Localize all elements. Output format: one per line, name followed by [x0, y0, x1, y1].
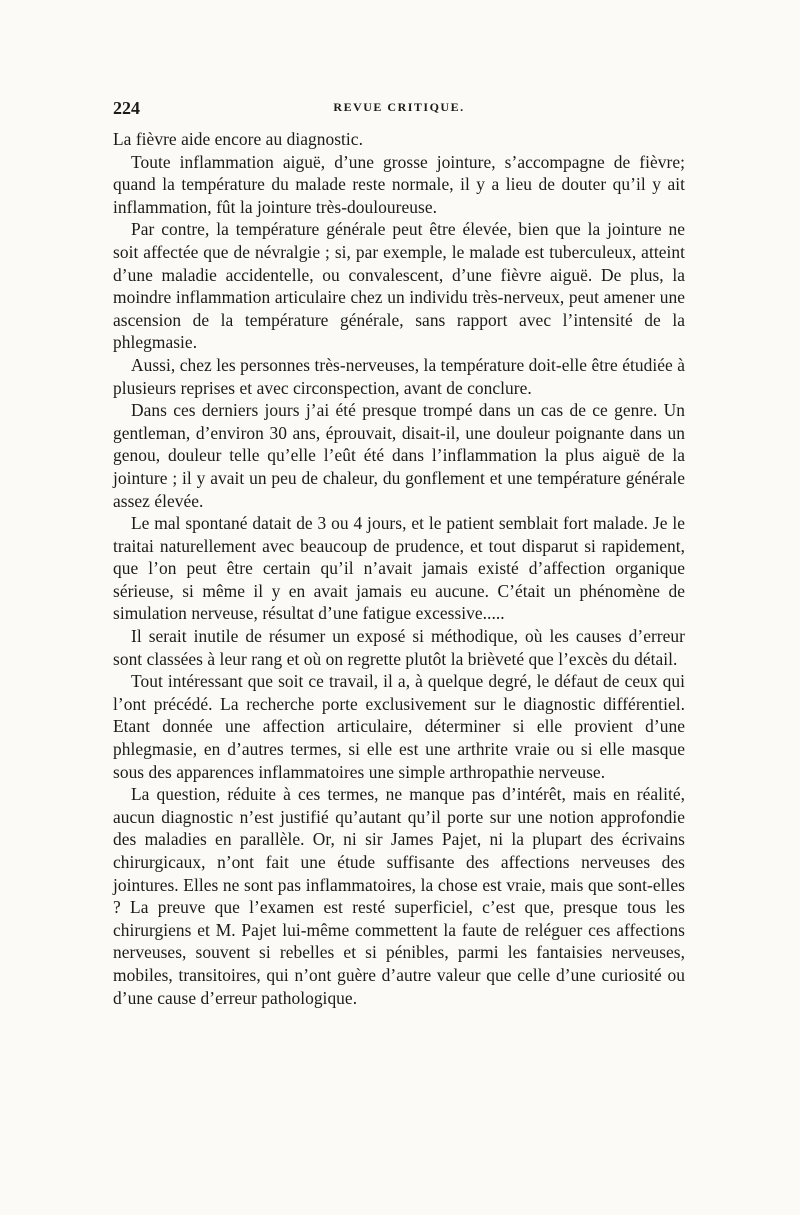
body-text	[113, 128, 685, 1009]
paragraph: Il serait inutile de résumer un exposé si méthodique, où les causes d’erreur sont classées à leur rang et où on regrette plutôt la brièveté que l’excès du détail.	[113, 626, 685, 669]
paragraph: La fièvre aide encore au diagnostic.	[113, 129, 363, 149]
running-title: REVUE CRITIQUE.	[333, 100, 465, 114]
paragraph: Aussi, chez les personnes très-nerveuses, la température doit-elle être étudiée à plusieurs reprises et avec circonspection, avant de conclure.	[113, 354, 685, 398]
paragraph: La question, réduite à ces termes, ne manque pas d’intérêt, mais en réalité, aucun diagnostic n’est justifié qu’autant qu’il porte sur une notion approfondie des maladies en parallèle. Or, ni sir James Pajet, ni la plupart des écrivains chirurgicaux, n’ont fait une étude suffisante des affections nerveuses des jointures. Elles ne sont pas inflammatoires, la chose est vraie, mais que sont-elles ? La preuve que l’examen est resté superficiel, c’est que, presque tous les chirurgiens et M. Pajet lui-même commettent la faute de reléguer ces affections nerveuses, souvent si rebelles et si pénibles, parmi les fantaisies nerveuses, mobiles, transitoires, qui n’ont guère d’autre valeur que celle d’une curiosité ou d’une cause d’erreur pathologique.	[113, 784, 685, 1008]
paragraph: Par contre, la température générale peut être élevée, bien que la jointure ne soit affectée que de névralgie ; si, par exemple, le malade est tuberculeux, atteint d’une maladie accidentelle, ou convalescent, d’une fièvre aiguë. De plus, la moindre inflammation articulaire chez un individu très-nerveux, peut amener une ascension de la température générale, sans rapport avec l’intensité de la phlegmasie.	[113, 219, 685, 353]
document-page	[113, 98, 685, 1009]
paragraph: Dans ces derniers jours j’ai été presque trompé dans un cas de ce genre. Un gentleman, d’environ 30 ans, éprouvait, disait-il, une douleur poignante dans un genou, douleur telle qu’elle l’eût été dans l’inflammation la plus aiguë de la jointure ; il y avait un peu de chaleur, du gonflement et une température générale assez élevée.	[113, 400, 685, 511]
paragraph: Toute inflammation aiguë, d’une grosse jointure, s’accompagne de fièvre; quand la température du malade reste normale, il y a lieu de douter qu’il y ait inflammation, fût la jointure très-douloureuse.	[113, 151, 685, 217]
page-number: 224	[113, 98, 140, 118]
paragraph: Tout intéressant que soit ce travail, il a, à quelque degré, le défaut de ceux qui l’ont précédé. La recherche porte exclusivement sur le diagnostic différentiel. Etant donnée une affection articulaire, déterminer si elle provient d’une phlegmasie, en d’autres termes, si elle est une arthrite vraie ou si elle masque sous des apparences inflammatoires une simple arthropathie nerveuse.	[113, 671, 685, 782]
page-header	[113, 98, 685, 124]
paragraph: Le mal spontané datait de 3 ou 4 jours, et le patient semblait fort malade. Je le traitai naturellement avec beaucoup de prudence, et tout disparut si rapidement, que l’on peut être certain qu’il n’avait jamais existé d’affection organique sérieuse, si même il y en avait jamais eu aucune. C’était un phénomène de simulation nerveuse, résultat d’une fatigue excessive.....	[113, 513, 685, 624]
